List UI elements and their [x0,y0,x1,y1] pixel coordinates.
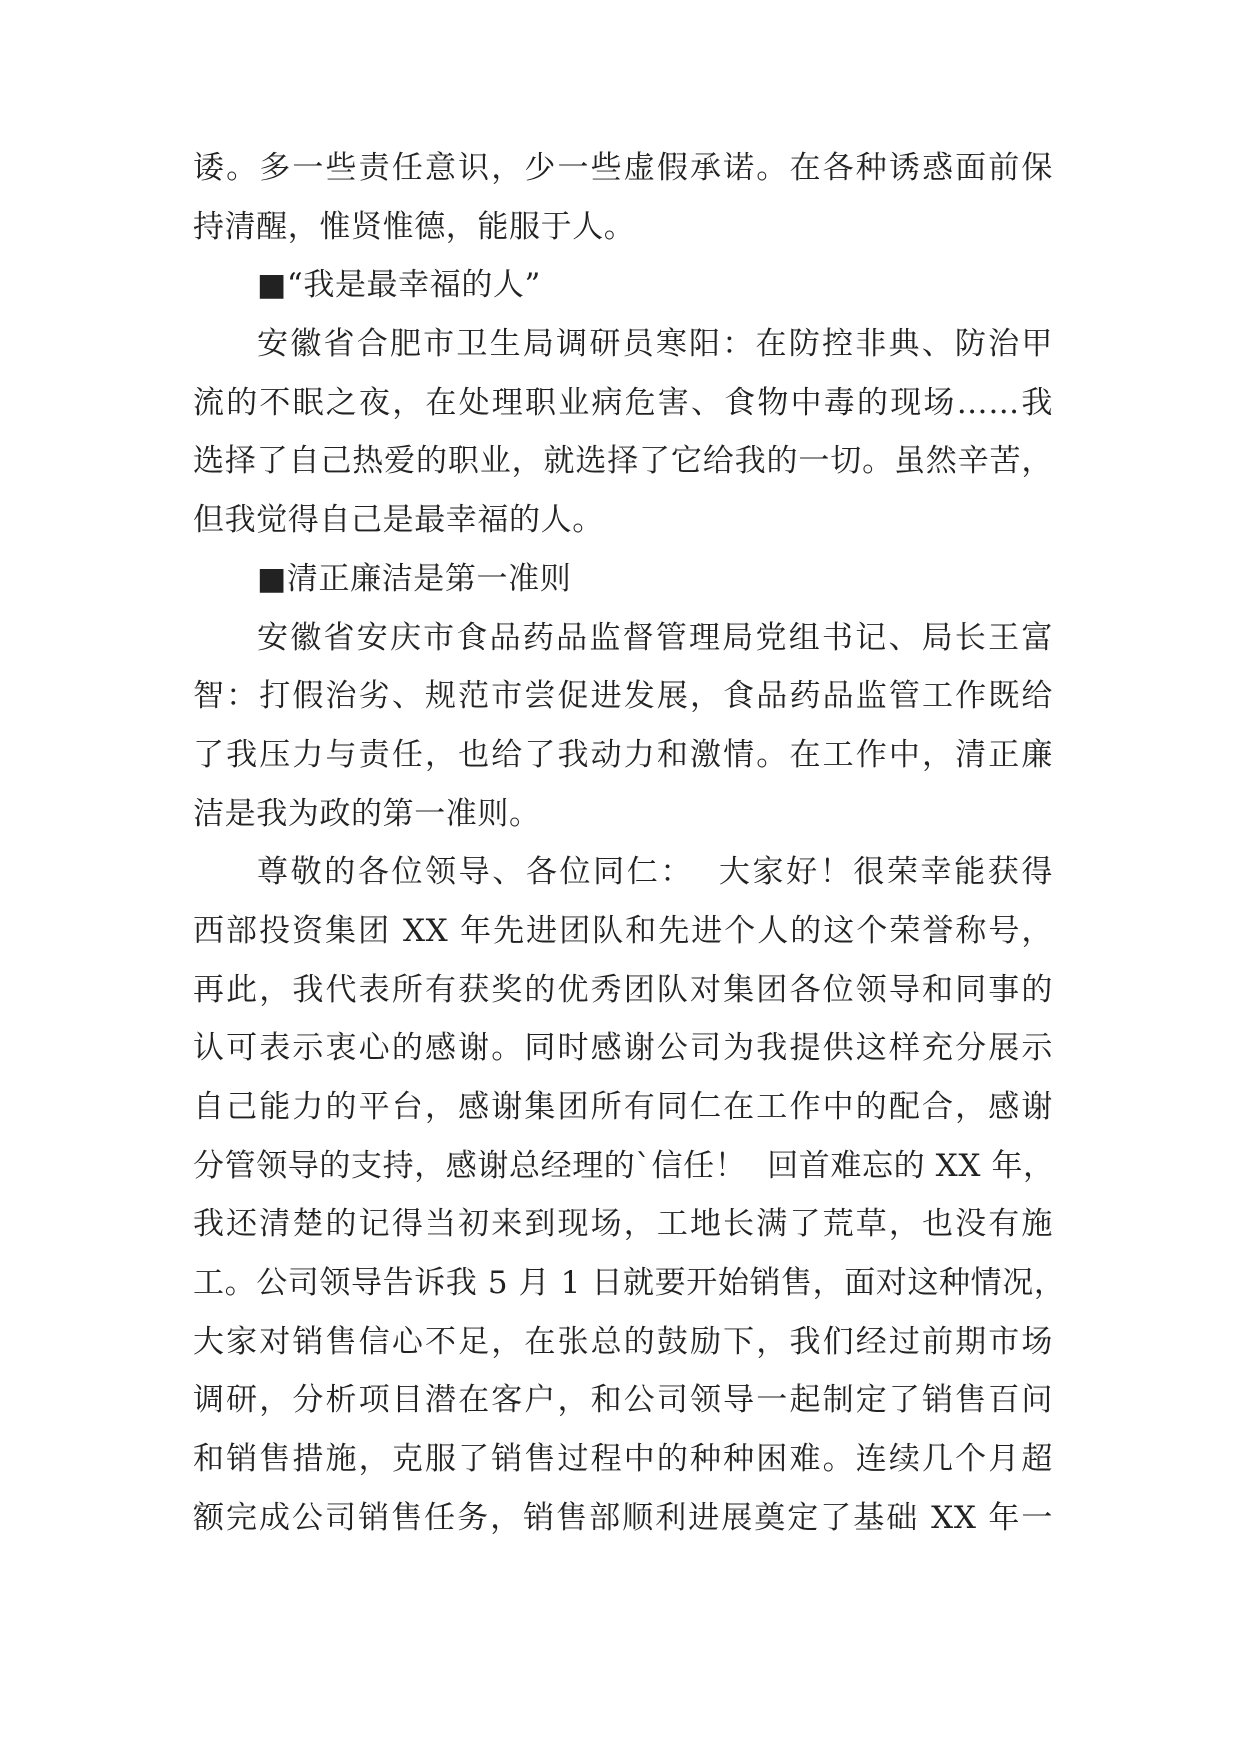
text-line: 西部投资集团 XX 年先进团队和先进个人的这个荣誉称号， [193,912,1053,949]
text-line: 选择了自己热爱的职业，就选择了它给我的一切。虽然辛苦， [193,443,1053,480]
text-line: 大家对销售信心不足，在张总的鼓励下，我们经过前期市场 [193,1323,1053,1360]
text-line: 持清醒，惟贤惟德，能服于人。 [193,208,636,245]
text-line: 诿。多一些责任意识，少一些虚假承诺。在各种诱惑面前保 [193,150,1053,186]
text-line: 调研，分析项目潜在客户，和公司领导一起制定了销售百问 [193,1382,1053,1419]
text-line: 和销售措施，克服了销售过程中的种种困难。连续几个月超 [193,1441,1053,1478]
text-line: 我还清楚的记得当初来到现场，工地长满了荒草，也没有施 [193,1206,1053,1243]
text-line: 智：打假治劣、规范市尝促进发展，食品药品监管工作既给 [193,678,1053,715]
text-line: 流的不眠之夜，在处理职业病危害、食物中毒的现场……我 [193,384,1053,421]
text-line: 认可表示衷心的感谢。同时感谢公司为我提供这样充分展示 [193,1030,1053,1067]
text-line: 但我觉得自己是最幸福的人。 [193,502,604,539]
section-heading: ■“我是最幸福的人” [257,267,541,304]
text-line: 额完成公司销售任务，销售部顺利进展奠定了基础 XX 年一 [193,1499,1053,1536]
text-line: 再此，我代表所有获奖的优秀团队对集团各位领导和同事的 [193,971,1053,1008]
text-line: 洁是我为政的第一准则。 [193,795,541,832]
section-heading: ■清正廉洁是第一准则 [257,560,572,597]
paragraph-first-line: 尊敬的各位领导、各位同仁： 大家好！很荣幸能获得 [257,854,1053,891]
text-line: 自己能力的平台，感谢集团所有同仁在工作中的配合，感谢 [193,1089,1053,1125]
text-line: 分管领导的支持，感谢总经理的`信任！ 回首难忘的 XX 年， [193,1147,1055,1184]
paragraph-first-line: 安徽省合肥市卫生局调研员寒阳：在防控非典、防治甲 [257,326,1053,363]
document-page [193,139,1066,1548]
paragraph-first-line: 安徽省安庆市食品药品监督管理局党组书记、局长王富 [257,619,1053,656]
text-line: 了我压力与责任，也给了我动力和激情。在工作中，清正廉 [193,736,1053,773]
text-line: 工。公司领导告诉我 5 月 1 日就要开始销售，面对这种情况， [193,1265,1066,1302]
